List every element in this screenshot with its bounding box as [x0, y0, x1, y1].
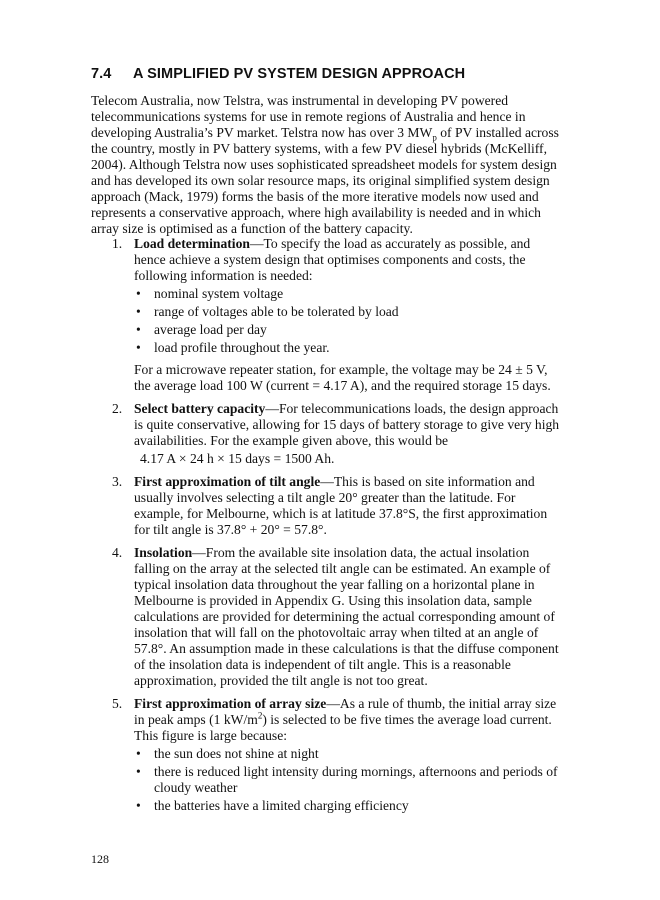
bullet-icon: • — [136, 322, 141, 337]
section-number: 7.4 — [91, 66, 112, 82]
intro-text-b: of PV installed across the country, mostly in PV battery systems, with a few PV diesel hybrids (McKelliff, 2004). Although Telstra now uses sophisticated spreadsheet models for system design and has developed its own solar resource maps, its original simplified system design approach (Mack, 1979) forms the basis of the more iterative models now used and represents a conservative approach, where high availability is needed and in which array size is optimised as a function of the battery capacity. — [91, 125, 559, 236]
step-title: Insolation — [134, 545, 193, 560]
design-steps-list — [91, 236, 561, 821]
step-number: 1. — [112, 236, 123, 251]
step-item-3 — [91, 474, 561, 538]
step-text-superscript: 2 — [257, 710, 263, 721]
step-number: 3. — [112, 474, 123, 489]
bullet-icon: • — [136, 286, 141, 301]
step-example-text: For a microwave repeater station, for example, the voltage may be 24 ± 5 V, the average load 100 W (current = 4.17 A), and the required storage 15 days. — [134, 362, 551, 393]
step-number: 5. — [112, 696, 123, 711]
step-title: First approximation of array size — [134, 696, 327, 711]
step-item-1 — [91, 236, 561, 394]
bullet-item — [134, 746, 561, 762]
bullet-item — [134, 764, 561, 796]
bullet-list — [134, 746, 561, 814]
bullet-icon: • — [136, 304, 141, 319]
bullet-text: the sun does not shine at night — [154, 746, 319, 761]
bullet-icon: • — [136, 340, 141, 355]
step-text: —For telecommunications loads, the design approach is quite conservative, allowing for 15 days of battery storage to give very high availabilities. For the example given above, this would be — [134, 401, 560, 448]
bullet-item — [134, 340, 561, 356]
bullet-text: range of voltages able to be tolerated by load — [154, 304, 399, 319]
bullet-icon: • — [136, 764, 141, 779]
bullet-item — [134, 322, 561, 338]
step-text-a: —As a rule of thumb, the initial array size in peak amps (1 kW/m — [134, 696, 557, 727]
step-text: —This is based on site information and usually involves selecting a tilt angle 20° greater than the latitude. For example, for Melbourne, which is at latitude 37.8°S, the first approximation for tilt angle is 37.8° + 20° = 57.8°. — [134, 474, 548, 537]
intro-unit-subscript: p — [432, 132, 437, 143]
bullet-text: nominal system voltage — [154, 286, 284, 301]
bullet-text: the batteries have a limited charging efficiency — [154, 798, 409, 813]
bullet-list — [134, 286, 561, 356]
step-number: 2. — [112, 401, 123, 416]
battery-calculation: 4.17 A × 24 h × 15 days = 1500 Ah. — [140, 451, 335, 466]
bullet-item — [134, 286, 561, 302]
bullet-text: load profile throughout the year. — [154, 340, 330, 355]
intro-paragraph — [91, 93, 559, 237]
step-title: First approximation of tilt angle — [134, 474, 321, 489]
bullet-icon: • — [136, 746, 141, 761]
bullet-icon: • — [136, 798, 141, 813]
step-item-5 — [91, 696, 561, 814]
step-number: 4. — [112, 545, 123, 560]
bullet-item — [134, 798, 561, 814]
bullet-text: there is reduced light intensity during mornings, afternoons and periods of cloudy weather — [154, 764, 558, 795]
bullet-item — [134, 304, 561, 320]
step-text: —To specify the load as accurately as possible, and hence achieve a system design that optimises components and costs, the following information is needed: — [134, 236, 531, 283]
section-heading — [91, 66, 465, 82]
step-item-4 — [91, 545, 561, 689]
step-title: Select battery capacity — [134, 401, 266, 416]
section-title: A SIMPLIFIED PV SYSTEM DESIGN APPROACH — [133, 66, 466, 82]
step-item-2 — [91, 401, 561, 467]
step-text: —From the available site insolation data, the actual insolation falling on the array at the selected tilt angle can be estimated. An example of typical insolation data throughout the year falling on a horizontal plane in Melbourne is provided in Appendix G. Using this insolation data, sample calculations are provided for determining the actual corresponding amount of insolation that will fall on the photovoltaic array when tilted at an angle of 57.8°. An assumption made in these calculations is that the diffuse component of the insolation data is independent of tilt angle. This is a reasonable approximation, provided the tilt angle is not too great. — [134, 545, 559, 688]
step-title: Load determination — [134, 236, 250, 251]
page-number: 128 — [91, 852, 109, 866]
bullet-text: average load per day — [154, 322, 267, 337]
intro-text-a: Telecom Australia, now Telstra, was instrumental in developing PV powered telecommunications systems for use in remote regions of Australia and hence in developing Australia’s PV market. Telstra now has over 3 MW — [91, 93, 526, 140]
step-text-b: ) is selected to be five times the average load current. This figure is large because: — [134, 712, 552, 743]
